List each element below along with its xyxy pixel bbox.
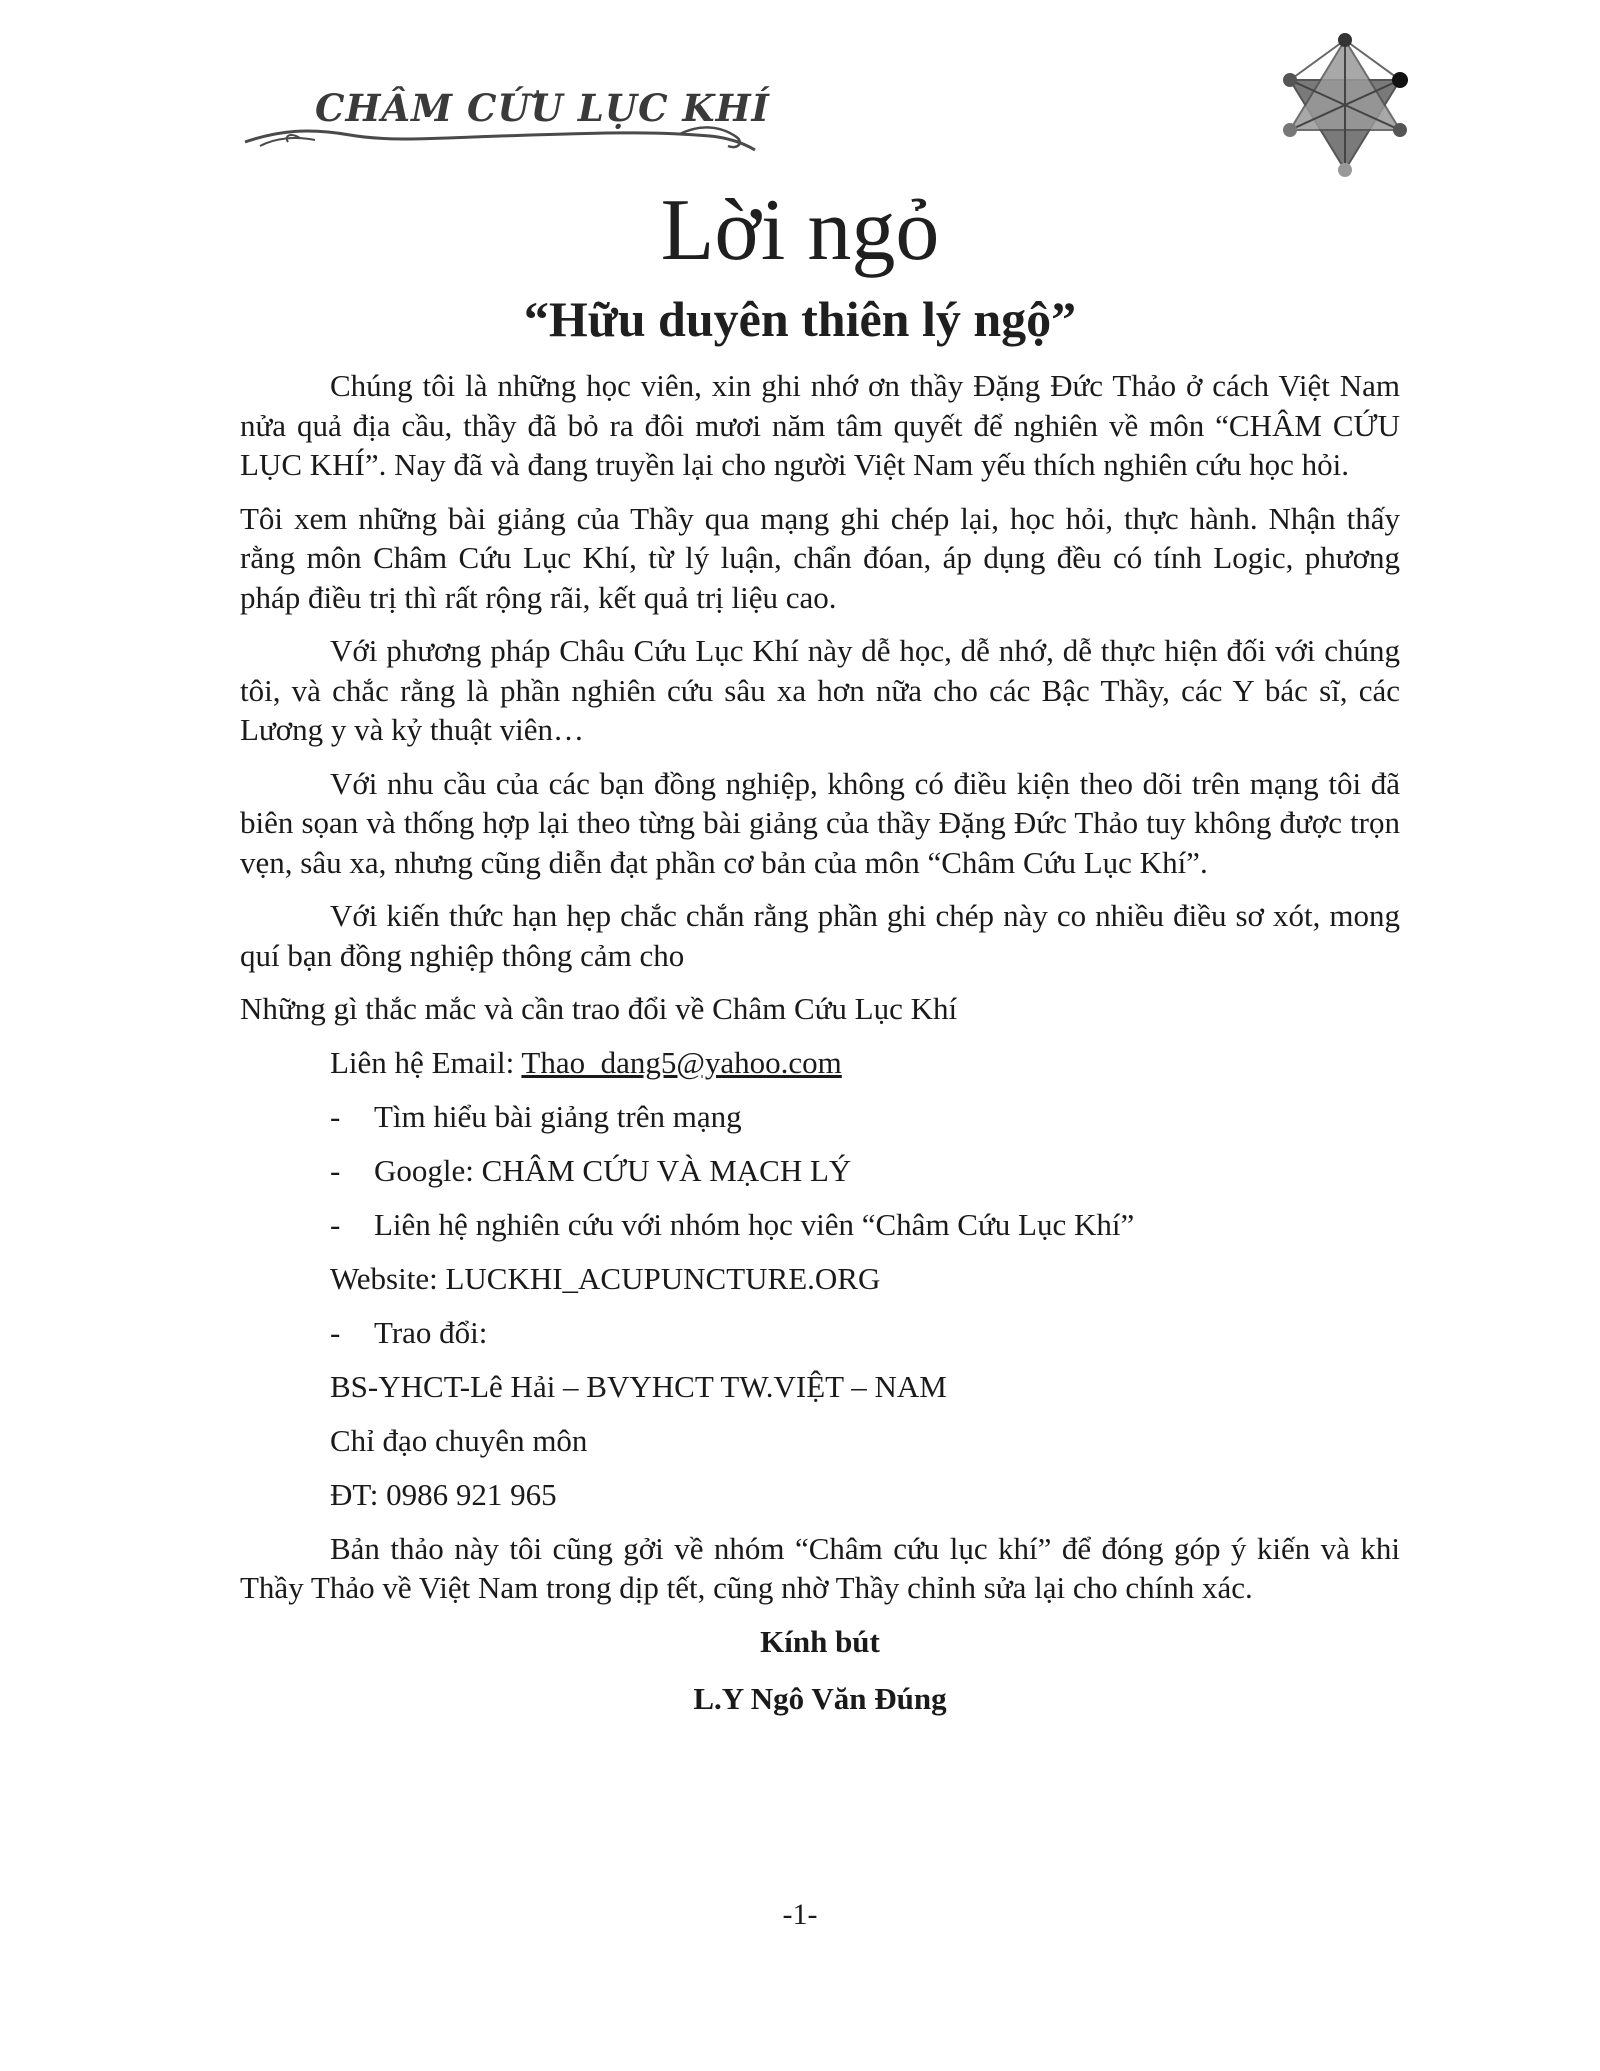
star-network-emblem-icon — [1270, 30, 1420, 180]
author-signature: L.Y Ngô Văn Đúng — [693, 1681, 947, 1716]
list-item — [330, 1205, 1400, 1245]
logo-text: CHÂM CỨU LỤC KHÍ — [315, 86, 770, 130]
paragraph-3: Với phương pháp Châu Cứu Lục Khí này dễ học, dễ nhớ, dễ thực hiện đối với chúng tôi, và chắc rằng là phần nghiên cứu sâu xa hơn nữa cho các Bậc Thầy, các Y bác sĩ, các Lương y và kỷ thuật viên… — [240, 633, 1400, 747]
bullet-text: Liên hệ nghiên cứu với nhóm học viên “Châm Cứu Lục Khí” — [374, 1206, 1135, 1242]
header-logo — [240, 80, 770, 160]
regards: Kính bút — [760, 1623, 880, 1659]
paragraph-5: Với kiến thức hạn hẹp chắc chắn rằng phần ghi chép này co nhiều điều sơ xót, mong quí bạn đồng nghiệp thông cảm cho — [240, 898, 1400, 973]
role-line: Chỉ đạo chuyên môn — [330, 1422, 588, 1458]
paragraph-4: Với nhu cầu của các bạn đồng nghiệp, không có điều kiện theo dõi trên mạng tôi đã biên sọan và thống hợp lại theo từng bài giảng của thầy Đặng Đức Thảo tuy không được trọn vẹn, sâu xa, nhưng cũng diễn đạt phần cơ bản của môn “Châm Cứu Lục Khí”. — [240, 765, 1400, 880]
bullet-dash: - — [330, 1098, 341, 1134]
phone-line: ĐT: 0986 921 965 — [330, 1476, 557, 1512]
paragraph-6: Những gì thắc mắc và cần trao đổi về Châm Cứu Lục Khí — [240, 991, 958, 1026]
paragraph-2: Tôi xem những bài giảng của Thầy qua mạng ghi chép lại, học hỏi, thực hành. Nhận thấy rằng môn Châm Cứu Lục Khí, từ lý luận, chẩn đóan, áp dụng đều có tính Logic, phương pháp điều trị thì rất rộng rãi, kết quả trị liệu cao. — [240, 500, 1400, 615]
bullet-dash: - — [330, 1152, 341, 1188]
closing-paragraph: Bản thảo này tôi cũng gởi về nhóm “Châm cứu lục khí” để đóng góp ý kiến và khi Thầy Thảo về Việt Nam trong dịp tết, cũng nhờ Thầy chỉnh sửa lại cho chính xác. — [240, 1530, 1400, 1605]
doctor-line: BS-YHCT-Lê Hải – BVYHCT TW.VIỆT – NAM — [330, 1368, 947, 1404]
list-item — [330, 1151, 1400, 1191]
email-link[interactable]: Thao_dang5@yahoo.com — [521, 1044, 842, 1080]
list-item — [330, 1313, 1400, 1353]
bullet-text: Trao đổi: — [374, 1314, 488, 1350]
bullet-dash: - — [330, 1314, 341, 1350]
website-line: Website: LUCKHI_ACUPUNCTURE.ORG — [330, 1260, 881, 1296]
letter-body — [240, 366, 1400, 1737]
list-item — [330, 1097, 1400, 1137]
page-subtitle: “Hữu duyên thiên lý ngộ” — [523, 291, 1077, 347]
bullet-dash: - — [330, 1206, 341, 1242]
email-line — [330, 1043, 1400, 1083]
bullet-text: Google: CHÂM CỨU VÀ MẠCH LÝ — [374, 1152, 852, 1188]
email-label: Liên hệ Email: — [330, 1044, 522, 1080]
page-number: -1- — [782, 1898, 818, 1931]
bullet-text: Tìm hiểu bài giảng trên mạng — [374, 1098, 742, 1134]
paragraph-1: Chúng tôi là những học viên, xin ghi nhớ ơn thầy Đặng Đức Thảo ở cách Việt Nam nửa quả địa cầu, thầy đã bỏ ra đôi mươi năm tâm quyết để nghiên về môn “CHÂM CỨU LỤC KHÍ”. Nay đã và đang truyền lại cho người Việt Nam yếu thích nghiên cứu học hỏi. — [240, 368, 1400, 482]
page-title: Lời ngỏ — [660, 182, 940, 279]
